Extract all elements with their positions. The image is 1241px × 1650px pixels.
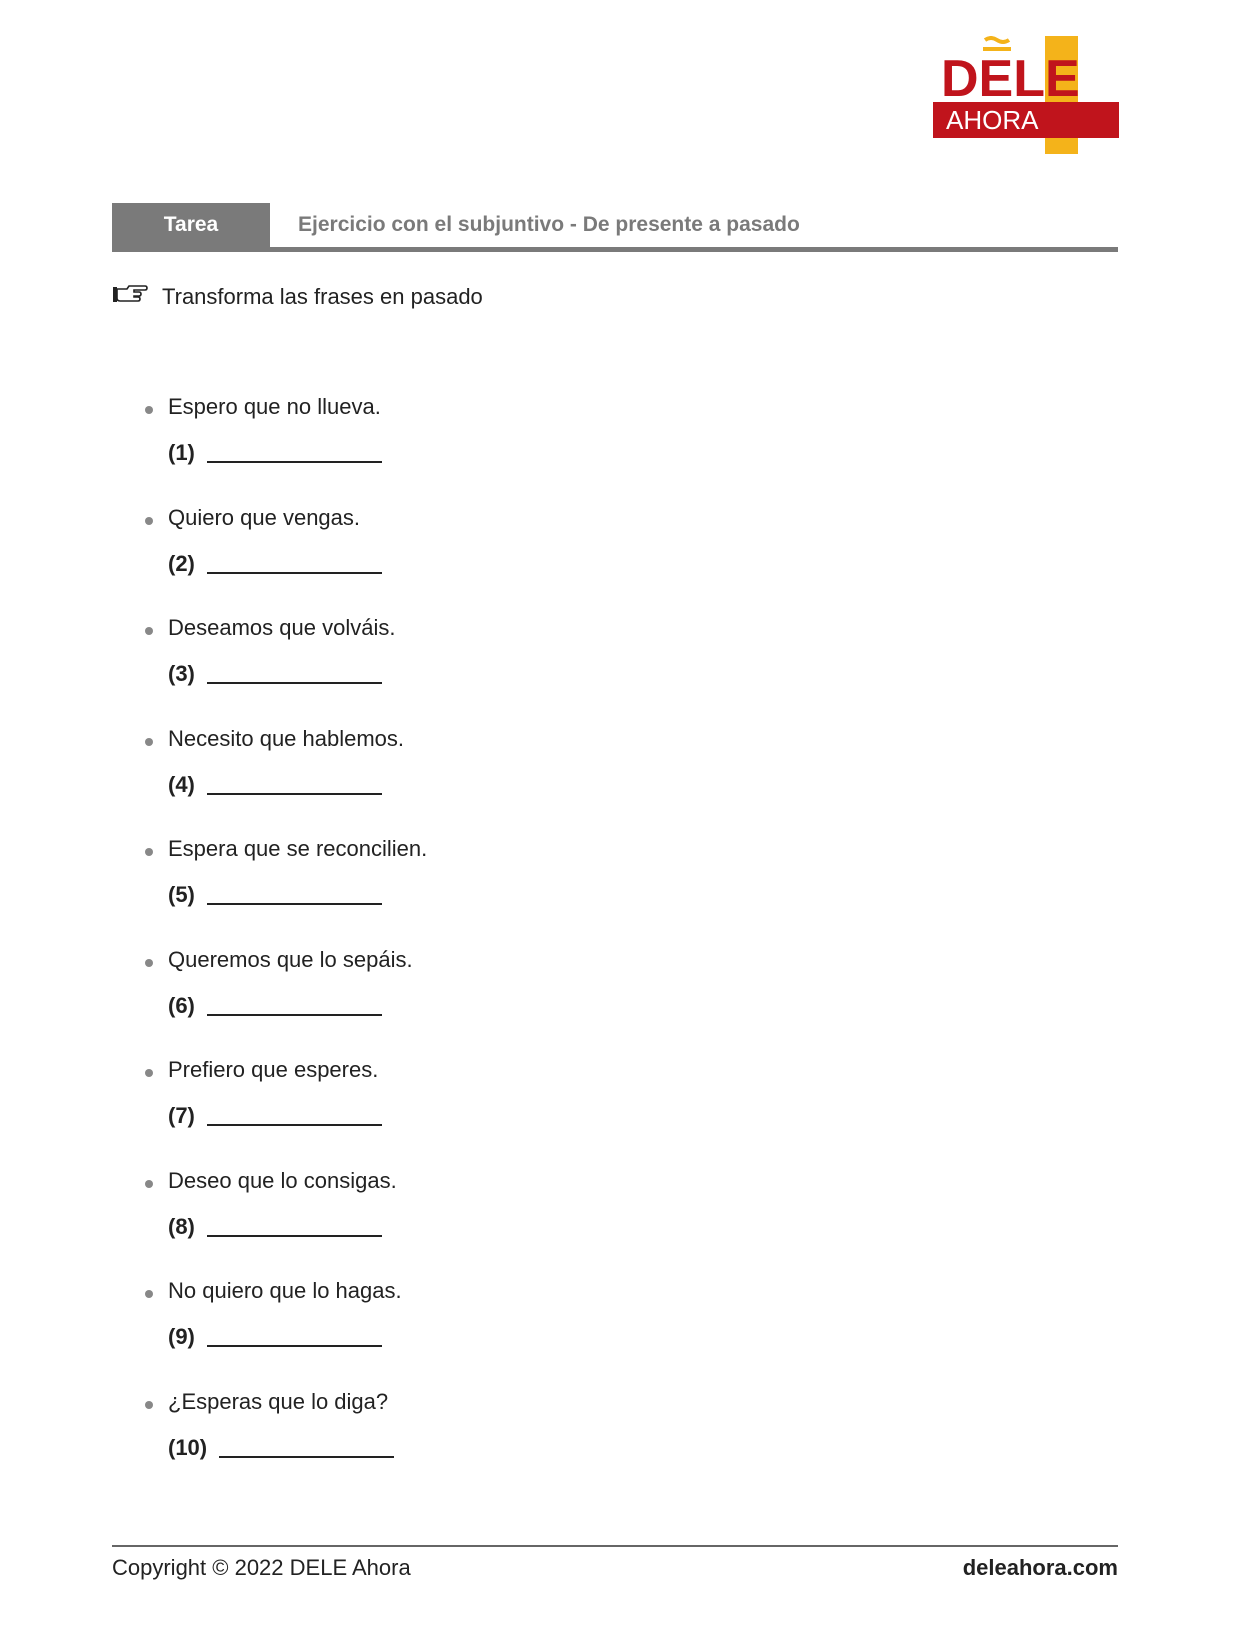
svg-text:AHORA: AHORA <box>946 105 1039 135</box>
exercise-sentence: Espero que no llueva. <box>168 394 381 419</box>
answer-row <box>168 548 382 580</box>
exercise-sentence: Deseo que lo consigas. <box>168 1167 397 1193</box>
exercise-sentence: Quiero que vengas. <box>168 504 361 530</box>
answer-number: (2) <box>168 550 195 576</box>
exercise-title: Ejercicio con el subjuntivo - De presente a pasado <box>298 213 800 236</box>
answer-number: (7) <box>168 1103 195 1128</box>
answer-row <box>168 879 382 911</box>
answer-field[interactable] <box>207 885 382 905</box>
svg-text:DEL: DEL <box>941 50 1045 108</box>
answer-number: (4) <box>168 771 195 797</box>
answer-row <box>168 1321 382 1353</box>
bullet <box>145 627 153 635</box>
pointing-hand-icon <box>112 282 162 312</box>
page-footer <box>112 1545 1118 1580</box>
exercise-header <box>112 203 1118 252</box>
bullet <box>145 517 153 525</box>
bullet <box>145 1290 153 1298</box>
answer-number: (9) <box>168 1324 195 1349</box>
bullet <box>145 959 153 967</box>
dele-ahora-logo <box>933 36 1119 154</box>
answer-field[interactable] <box>207 664 382 684</box>
bullet <box>145 1180 153 1188</box>
answer-field[interactable] <box>207 1217 382 1237</box>
copyright-text: Copyright © 2022 DELE Ahora <box>112 1555 411 1580</box>
answer-row <box>168 1432 394 1464</box>
answer-number: (3) <box>168 661 195 686</box>
answer-field[interactable] <box>207 1327 382 1347</box>
task-tag: Tarea <box>112 203 270 247</box>
exercise-sentence: Espera que se reconcilien. <box>168 836 428 861</box>
answer-field[interactable] <box>219 1438 394 1458</box>
exercise-sentence: Deseamos que volváis. <box>168 615 396 640</box>
answer-number: (5) <box>168 882 195 907</box>
answer-row <box>168 437 382 469</box>
exercise-sentence: ¿Esperas que lo diga? <box>168 1388 389 1414</box>
answer-field[interactable] <box>207 996 382 1016</box>
exercise-sentence: Prefiero que esperes. <box>168 1057 379 1082</box>
bullet <box>145 1401 153 1409</box>
exercise-sentence: Necesito que hablemos. <box>168 725 405 751</box>
bullet <box>145 848 153 856</box>
site-link[interactable]: deleahora.com <box>962 1555 1118 1580</box>
answer-field[interactable] <box>207 554 382 574</box>
answer-number: (8) <box>168 1213 195 1239</box>
exercise-sentence: Queremos que lo sepáis. <box>168 946 413 972</box>
answer-number: (6) <box>168 992 195 1018</box>
answer-row <box>168 990 382 1022</box>
answer-field[interactable] <box>207 1106 382 1126</box>
answer-row <box>168 1100 382 1132</box>
svg-text:E: E <box>1045 50 1080 108</box>
instruction-text: Transforma las frases en pasado <box>162 284 483 309</box>
answer-number: (10) <box>168 1434 208 1460</box>
bullet <box>145 738 153 746</box>
instruction <box>112 280 483 314</box>
answer-number: (1) <box>168 440 195 465</box>
answer-row <box>168 658 382 690</box>
bullet <box>145 1069 153 1077</box>
bullet <box>145 406 153 414</box>
answer-row <box>168 1211 382 1243</box>
answer-field[interactable] <box>207 775 382 795</box>
answer-field[interactable] <box>207 443 382 463</box>
answer-row <box>168 769 382 801</box>
exercise-sentence: No quiero que lo hagas. <box>168 1278 402 1303</box>
